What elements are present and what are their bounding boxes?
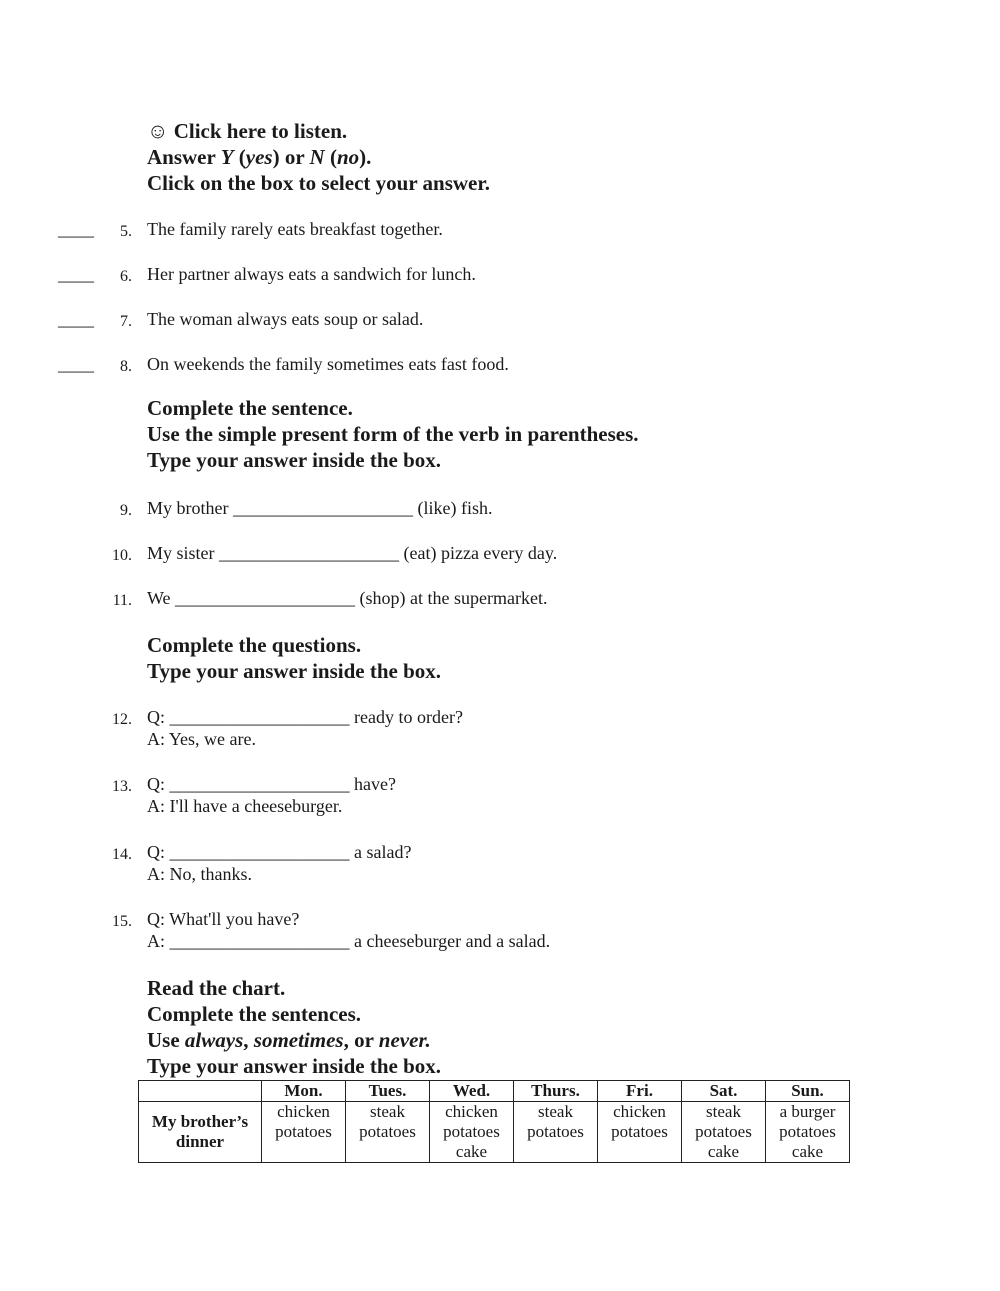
answer-line: A: No, thanks.	[147, 864, 252, 884]
answer-blank[interactable]: ____	[58, 264, 94, 284]
answer-end: a cheeseburger and a salad.	[349, 931, 551, 951]
answer-box[interactable]: ____________________	[232, 498, 413, 518]
meal-item: potatoes	[779, 1122, 836, 1141]
answer-box[interactable]: ____________________	[219, 543, 399, 563]
day-header: Fri.	[598, 1081, 682, 1102]
chart-row-label: My brother’s dinner	[139, 1102, 262, 1163]
day-header: Wed.	[430, 1081, 514, 1102]
dinner-chart	[138, 1080, 850, 1163]
answer-line: A: I'll have a cheeseburger.	[147, 796, 343, 816]
item-number: 8.	[120, 358, 132, 375]
sentence-end: (shop) at the supermarket.	[355, 588, 548, 608]
question-label: Q:	[147, 707, 170, 727]
section2-instructions: Complete the sentence. Use the simple present form of the verb in parentheses. Type your answer inside the box.	[147, 396, 639, 472]
chart-meal-row	[139, 1102, 850, 1163]
section1-instructions	[147, 118, 490, 196]
question-line: Q: What'll you have?	[147, 909, 300, 929]
item-text: On weekends the family sometimes eats fast food.	[147, 354, 509, 374]
answer-blank[interactable]: ____	[58, 309, 94, 329]
chart-header-row	[139, 1081, 850, 1102]
meal-item: cake	[791, 1142, 824, 1161]
meal-item: potatoes	[443, 1122, 500, 1141]
answer-box[interactable]: ____________________	[169, 774, 350, 794]
meal-item: steak	[370, 1102, 405, 1121]
day-header: Mon.	[262, 1081, 346, 1102]
answer-label: A:	[147, 931, 170, 951]
listen-link[interactable]: ☺ Click here to listen.	[147, 119, 348, 143]
meal-item: potatoes	[611, 1122, 668, 1141]
question-line	[147, 706, 463, 729]
question-line	[147, 773, 396, 796]
meal-item: chicken	[445, 1102, 498, 1121]
answer-box[interactable]: ____________________	[169, 842, 350, 862]
item-number: 15.	[112, 913, 132, 930]
meal-item: a burger	[779, 1102, 836, 1121]
meal-item: potatoes	[275, 1122, 332, 1141]
item-text: Her partner always eats a sandwich for lunch.	[147, 264, 476, 284]
question-end: have?	[349, 774, 396, 794]
meal-item: potatoes	[527, 1122, 584, 1141]
day-header: Sat.	[682, 1081, 766, 1102]
question-label: Q:	[147, 774, 170, 794]
item-text	[147, 497, 492, 520]
answer-blank[interactable]: ____	[58, 354, 94, 374]
meal-cell	[766, 1102, 850, 1163]
day-header: Sun.	[766, 1081, 850, 1102]
item-text: The family rarely eats breakfast together.	[147, 219, 443, 239]
item-number: 5.	[120, 223, 132, 240]
answer-line	[147, 930, 550, 953]
meal-item: steak	[538, 1102, 573, 1121]
item-number: 9.	[120, 502, 132, 519]
item-number: 13.	[112, 778, 132, 795]
answer-box[interactable]: ____________________	[169, 707, 350, 727]
sentence-end: (like) fish.	[412, 498, 493, 518]
meal-item: cake	[707, 1142, 740, 1161]
answer-box[interactable]: ____________________	[175, 588, 356, 608]
meal-cell	[598, 1102, 682, 1163]
select-instruction: Click on the box to select your answer.	[147, 171, 490, 195]
meal-item: potatoes	[695, 1122, 752, 1141]
day-header: Tues.	[346, 1081, 430, 1102]
meal-cell	[514, 1102, 598, 1163]
meal-item: cake	[455, 1142, 488, 1161]
sentence-start: My sister	[147, 543, 219, 563]
meal-item: potatoes	[359, 1122, 416, 1141]
item-number: 11.	[112, 592, 132, 609]
item-number: 14.	[112, 846, 132, 863]
meal-cell	[262, 1102, 346, 1163]
day-header: Thurs.	[514, 1081, 598, 1102]
sentence-end: (eat) pizza every day.	[399, 543, 558, 563]
item-number: 10.	[112, 547, 132, 564]
chart-corner-cell	[139, 1081, 262, 1102]
meal-item: chicken	[613, 1102, 666, 1121]
answer-blank[interactable]: ____	[58, 219, 94, 239]
answer-box[interactable]: ____________________	[169, 931, 350, 951]
answer-line: A: Yes, we are.	[147, 729, 256, 749]
section3-instructions: Complete the questions. Type your answer inside the box.	[147, 633, 442, 683]
question-end: ready to order?	[349, 707, 463, 727]
answer-instruction: Answer Y (yes) or N (no).	[147, 145, 372, 169]
section4-instructions: Read the chart. Complete the sentences. Use always, sometimes, or never. Type your answer inside the box.	[147, 976, 442, 1078]
item-number: 7.	[120, 313, 132, 330]
item-number: 12.	[112, 711, 132, 728]
meal-cell	[430, 1102, 514, 1163]
item-text: The woman always eats soup or salad.	[147, 309, 424, 329]
item-text	[147, 587, 547, 610]
meal-cell	[682, 1102, 766, 1163]
smiley-icon: ☺	[147, 119, 169, 143]
item-text	[147, 542, 557, 565]
question-label: Q:	[147, 842, 170, 862]
question-line	[147, 841, 411, 864]
question-end: a salad?	[349, 842, 412, 862]
meal-cell	[346, 1102, 430, 1163]
meal-item: steak	[706, 1102, 741, 1121]
sentence-start: We	[147, 588, 176, 608]
item-number: 6.	[120, 268, 132, 285]
sentence-start: My brother	[147, 498, 233, 518]
meal-item: chicken	[277, 1102, 330, 1121]
